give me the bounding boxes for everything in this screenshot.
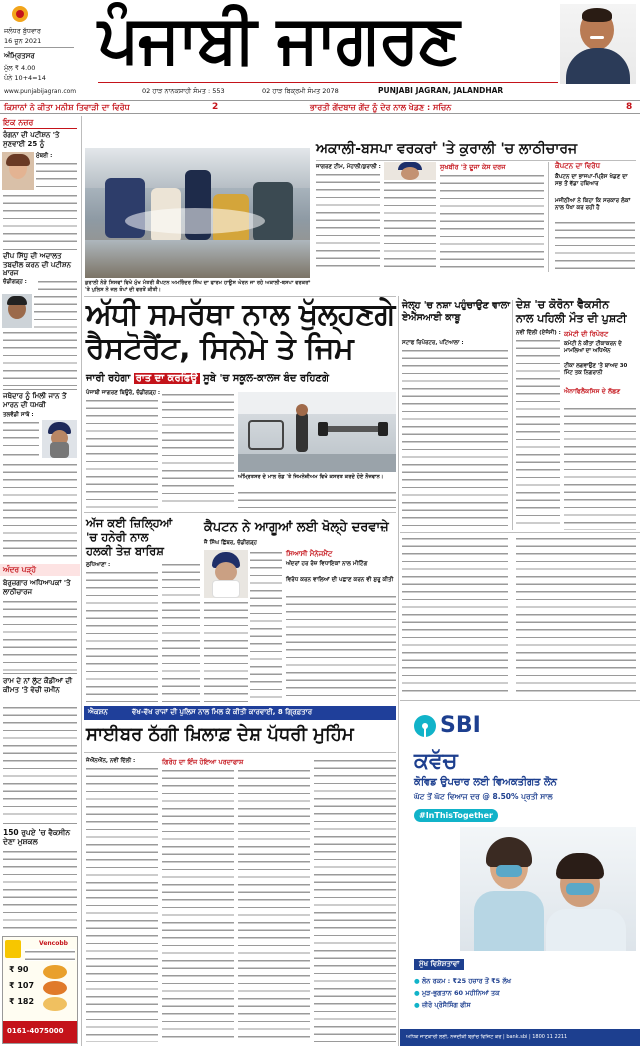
sbi-ad[interactable]	[400, 700, 640, 1046]
jagran-logo	[6, 5, 34, 23]
deep-sidhu-photo	[2, 294, 32, 328]
main-subhead	[86, 372, 398, 385]
sidebar-item-title[interactable]: ਰੰਗਨਾ ਦੀ ਪਟੀਸ਼ਨ 'ਤੇ ਸੁਣਵਾਈ 25 ਨੂੰ	[3, 131, 60, 148]
rain-title-line: ਹਲਕੀ ਤੇਜ਼ ਬਾਰਿਸ਼	[86, 544, 164, 558]
vaccine-box-head: ਕਮੇਟੀ ਦੀ ਰਿਪੋਰਟ	[564, 330, 609, 338]
inner-item[interactable]: ਬੇਰੁਜ਼ਗਾਰ ਅਧਿਆਪਕਾਂ 'ਤੇ ਲਾਠੀਚਾਰਜ	[3, 579, 71, 596]
lead-photo	[85, 148, 310, 278]
inner-item[interactable]: ਰਾਮ ਦੇ ਨਾਂ ਲੁੱਟ ਕੌਡੀਆਂ ਦੀ ਕੀਮਤ 'ਤੇ ਵੇਚੀ ਜ਼ਮੀਨ	[3, 677, 73, 694]
vaccine-title-2[interactable]: ਨਾਲ ਪਹਿਲੀ ਮੌਤ ਦੀ ਪੁਸ਼ਟੀ	[516, 312, 627, 325]
main-byline: ਪੰਜਾਬੀ ਜਾਗਰਣ ਬਿਊਰੋ, ਚੰਡੀਗੜ੍ਹ :	[86, 390, 161, 396]
lead-photo-caption: ਕੁਰਾਲੀ ਨੇੜੇ ਸਿਸਵਾਂ ਵਿਖੇ ਮੁੱਖ ਮੰਤਰੀ ਕੈਪਟਨ ਅਮਰਿੰਦਰ ਸਿੰਘ ਦਾ ਫਾਰਮ ਹਾਊਸ ਘੇਰਨ ਜਾ ਰਹੇ ਅਕਾਲੀ-ਬਸਪਾ ਵਰਕਰਾਂ 'ਤੇ ਪੁਲਿਸ ਨੇ ਜਲ ਤੋਪਾਂ ਦੀ ਵਰਤੋਂ ਕੀਤੀ।	[85, 280, 310, 293]
newspaper-title: ਪੰਜਾਬੀ ਜਾਗਰਣ	[98, 1, 459, 79]
vencobb-ad[interactable]	[2, 936, 78, 1044]
sbi-feature-item: ● ਲੋਨ ਰਕਮ : ₹25 ਹਜ਼ਾਰ ਤੋਂ ₹5 ਲੱਖ	[414, 977, 511, 985]
jail-byline: ਸਟਾਫ ਰਿਪੋਰਟਰ, ਪਟਿਆਲਾ :	[402, 340, 464, 346]
cyber-byline: ਜੇਐੱਨਐੱਨ, ਨਵੀਂ ਦਿੱਲੀ :	[86, 758, 136, 764]
sidebar-place: ਮੁੰਬਈ :	[36, 153, 53, 159]
cyber-kicker: ਵੱਖ-ਵੱਖ ਰਾਜਾਂ ਦੀ ਪੁਲਿਸ ਨਾਲ ਮਿਲ ਕੇ ਕੀਤੀ ਕਾਰਵਾਈ, 8 ਗ੍ਰਿਫ਼ਤਾਰ	[132, 708, 313, 716]
jail-title[interactable]: ਜੇਲ੍ਹ 'ਚ ਨਸ਼ਾ ਪਹੁੰਚਾਉਣ ਵਾਲਾ ਏਐੱਸਆਈ ਕਾਬੂ	[402, 300, 510, 323]
sbi-hashtag: #InThisTogether	[414, 809, 498, 822]
sukhbir-case-head[interactable]: ਸੁਖਬੀਰ 'ਤੇ ਦੂਜਾ ਕੇਸ ਦਰਜ	[440, 163, 506, 171]
issue-day: ਜਲੰਧਰ ਬੁੱਧਵਾਰ	[4, 27, 41, 35]
sbi-logo-icon	[414, 715, 436, 737]
sbi-family-photo	[460, 827, 636, 951]
ad-phone[interactable]: 0161-4075000	[7, 1027, 64, 1035]
vaccine-title-1[interactable]: ਦੇਸ਼ 'ਚ ਕੋਰੋਨਾ ਵੈਕਸੀਨ	[516, 298, 610, 311]
sbi-features-head: ਮੁੱਖ ਵਿਸ਼ੇਸ਼ਤਾਵਾਂ	[414, 959, 464, 970]
political-box-head: ਸਿਆਸੀ ਮੈਨੇਜਮੈਂਟ	[286, 550, 333, 558]
masthead	[0, 0, 640, 102]
lead-byline: ਜਾਗਰਣ ਟੀਮ, ਮੋਹਾਲੀ/ਕੁਰਾਲੀ :	[316, 164, 381, 170]
sbi-feature-item: ● ਮੁੜ-ਭੁਗਤਾਨ 60 ਮਹੀਨਿਆਂ ਤਕ	[414, 989, 500, 997]
cyber-kicker-bar	[84, 706, 396, 720]
inner-head: ਅੰਦਰ ਪੜ੍ਹੋ	[3, 565, 37, 574]
sidebar-item-title[interactable]: ਦੀਪ ਸਿੱਧੂ ਦੀ ਅਦਾਲਤ ਤਬਦੀਲ ਕਰਨ ਦੀ ਪਟੀਸ਼ਨ ਖ਼ਾਰਜ	[3, 252, 72, 277]
rain-title[interactable]	[86, 516, 196, 558]
vaccine-byline: ਨਵੀਂ ਦਿੱਲੀ (ਏਜੰਸੀ) :	[516, 330, 561, 336]
captain-photo	[204, 550, 248, 598]
main-subhead-part: ਸੂਬੇ 'ਚ ਸਕੂਲ-ਕਾਲਜ ਬੰਦ ਰਹਿਣਗੇ	[199, 373, 329, 384]
sidebar-place: ਤਲਵੰਡੀ ਸਾਬੋ :	[3, 412, 34, 418]
sbi-feature-item: ● ਜ਼ੀਰੋ ਪ੍ਰੋਸੈਸਿੰਗ ਫੀਸ	[414, 1001, 471, 1009]
sbi-kavach-title: ਕਵੱਚ	[414, 749, 458, 774]
sukhbir-photo	[384, 162, 436, 180]
kangana-photo	[2, 152, 34, 190]
main-subhead-highlight: ਰਾਤ ਦਾ ਕਰਫਿਊ	[135, 373, 198, 384]
issue-date: 16 ਜੂਨ 2021	[4, 37, 42, 45]
captain-doors-byline: ਜੈ ਸਿੰਘ ਛਿੱਬਰ, ਚੰਡੀਗੜ੍ਹ	[204, 540, 257, 546]
cyber-subhead: ਗਿਰੋਹ ਦਾ ਇੰਜ ਹੋਇਆ ਪਰਦਾਫਾਸ਼	[162, 758, 244, 766]
sachin-photo	[560, 4, 636, 84]
lead-kicker[interactable]: ਅਕਾਲੀ-ਬਸਪਾ ਵਰਕਰਾਂ 'ਤੇ ਕੁਰਾਲੀ 'ਚ ਲਾਠੀਚਾਰਜ	[316, 141, 578, 157]
political-box-item: ਵਿਰੋਧ ਕਰਨ ਵਾਲਿਆਂ ਦੀ ਪਛਾਣ ਕਰਨ ਵੀ ਸ਼ੁਰੂ ਕੀਤੀ	[286, 577, 394, 583]
sidebar-item-title[interactable]: ਜਥੇਦਾਰ ਨੂੰ ਮਿਲੀ ਜਾਨ ਤੋਂ ਮਾਰਨ ਦੀ ਧਮਕੀ	[3, 392, 67, 409]
strip-left-text[interactable]: ਕਿਸਾਨਾਂ ਨੇ ਕੀਤਾ ਮਨੀਸ਼ ਤਿਵਾੜੀ ਦਾ ਵਿਰੋਧ	[4, 103, 130, 112]
main-subhead-part: ਜਾਰੀ ਰਹੇਗਾ	[86, 373, 134, 384]
ad-price-2: ₹ 107	[9, 981, 35, 990]
captain-box-item: ਕੈਪਟਨ ਦਾ ਭਾਜਪਾ-ਪ੍ਰਿੰਸ ਖੇਡਣ ਦਾ ਸਭ ਤੋਂ ਵੱਡਾ ਹਥਿਆਰ	[555, 174, 628, 188]
inner-item[interactable]: 150 ਰੁਪਏ 'ਚ ਵੈਕਸੀਨ ਦੇਣਾ ਮੁਸ਼ਕਲ	[3, 828, 71, 846]
gym-photo	[238, 392, 396, 472]
rain-title-line: ਅੱਜ ਕਈ ਜ਼ਿਲ੍ਹਿਆਂ	[86, 516, 173, 530]
samvat-bikrami: 02 ਹਾੜ ਬਿਕ੍ਰਮੀ ਸੰਮਤ 2078	[262, 87, 339, 95]
political-box-item: ਅੰਦਰਾਂ ਹਰ ਰੋਜ਼ ਵਿਧਾਇਕਾਂ ਨਾਲ ਮੀਟਿੰਗ	[286, 561, 368, 567]
strip-left-page: 2	[212, 102, 219, 112]
vaccine-box-item: ਕਮੇਟੀ ਨੇ ਕੀਤਾ ਟੀਕਾਕਰਨ ਦੇ ਮਾਮਲਿਆਂ ਦਾ ਅਧਿਐਨ	[564, 341, 622, 354]
sbi-feature-text: ਮੁੜ-ਭੁਗਤਾਨ 60 ਮਹੀਨਿਆਂ ਤਕ	[421, 989, 500, 997]
jathedar-photo	[42, 420, 77, 458]
political-box	[286, 550, 396, 702]
vaccine-box-head2: ਐਨਾਫਿਲੈਕਸਿਸ ਦੇ ਲੱਛਣ	[564, 388, 621, 395]
vencobb-brand: Vencobb	[39, 940, 68, 947]
price: ਮੁੱਲ ₹ 4.00	[4, 64, 36, 72]
captain-doors-title[interactable]: ਕੈਪਟਨ ਨੇ ਆਗੂਆਂ ਲਈ ਖੋਲ੍ਹੇ ਦਰਵਾਜ਼ੇ	[204, 520, 389, 535]
vaccine-report-box	[564, 330, 636, 530]
sbi-feature-text: ਜ਼ੀਰੋ ਪ੍ਰੋਸੈਸਿੰਗ ਫੀਸ	[421, 1001, 471, 1009]
sidebar-head: ਇਕ ਨਜ਼ਰ	[3, 118, 34, 127]
sbi-feature	[414, 975, 634, 1011]
sbi-footer[interactable]: ਅਧਿਕ ਜਾਣਕਾਰੀ ਲਈ, ਨਜ਼ਦੀਕੀ ਬ੍ਰਾਂਚ ਵਿਜ਼ਿਟ ਕਰੋ | bank.sbi | 1800 11 2211	[406, 1034, 568, 1040]
ad-price-3: ₹ 182	[9, 997, 35, 1006]
strip-right-text[interactable]: ਭਾਰਤੀ ਗੇਂਦਬਾਜ਼ ਗੇਂਦ ਨੂੰ ਦੇਰ ਨਾਲ ਖੇਡਣ : ਸਚਿਨ	[310, 103, 452, 112]
website[interactable]: www.punjabijagran.com	[4, 88, 77, 95]
samvat-nanakshahi: 02 ਹਾੜ ਨਾਨਕਸ਼ਾਹੀ ਸੰਮਤ : 553	[142, 87, 225, 95]
captain-box-item: ਮਜੀਠੀਆ ਨੇ ਕਿਹਾ ਕਿ ਸਰਕਾਰ ਲੋਕਾਂ ਨਾਲ ਧੋਖਾ ਕਰ ਰਹੀ ਹੈ	[555, 198, 631, 212]
gym-photo-caption: ਅੰਮ੍ਰਿਤਸਰ ਦੇ ਮਾਲ ਰੋਡ 'ਤੇ ਜਿਮਨੇਜ਼ੀਅਮ ਵਿਖੇ ਕਸਰਤ ਕਰਦੇ ਹੋਏ ਨੌਜਵਾਨ।	[238, 474, 384, 480]
rain-byline: ਲੁਧਿਆਣਾ :	[86, 562, 111, 568]
ad-price-1: ₹ 90	[9, 965, 29, 974]
sbi-line-1: ਕੋਵਿਡ ਉਪਚਾਰ ਲਈ ਵਿਅਕਤੀਗਤ ਲੋਨ	[414, 777, 557, 788]
edition: ਅੰਮ੍ਰਿਤਸਰ	[4, 52, 35, 60]
main-headline-2[interactable]: ਰੈਸਟੋਰੈਂਟ, ਸਿਨੇਮੇ ਤੇ ਜਿਮ	[86, 331, 354, 366]
top-strip	[0, 100, 640, 114]
page-count: ਪੰਨੇ 10+4=14	[4, 74, 46, 82]
publisher-name: PUNJABI JAGRAN, JALANDHAR	[378, 86, 504, 95]
captain-box-head: ਕੈਪਟਨ ਦਾ ਵਿਰੋਧ	[555, 162, 601, 170]
cyber-tag: ਐਕਸ਼ਨ	[88, 708, 108, 716]
cyber-headline[interactable]: ਸਾਈਬਰ ਠੱਗੀ ਖ਼ਿਲਾਫ਼ ਦੇਸ਼ ਪੱਧਰੀ ਮੁਹਿੰਮ	[86, 724, 354, 745]
sidebar-place: ਚੰਡੀਗੜ੍ਹ :	[3, 279, 27, 285]
sbi-logo-text: SBI	[440, 713, 481, 738]
sidebar	[0, 116, 80, 1046]
rain-title-line: 'ਚ ਹਨੇਰੀ ਨਾਲ	[86, 530, 149, 544]
vaccine-box-item: ਟੀਕਾ ਲਗਵਾਉਣ 'ਤੇ ਬਾਅਦ 30 ਮਿੰਟ ਤਕ ਨਿਗਰਾਨੀ	[564, 363, 628, 376]
sbi-line-2: ਘੱਟ ਤੋਂ ਘੱਟ ਵਿਆਜ ਦਰ @ 8.50% ਪ੍ਰਤੀ ਸਾਲ	[414, 792, 553, 801]
sbi-feature-text: ਲੋਨ ਰਕਮ : ₹25 ਹਜ਼ਾਰ ਤੋਂ ₹5 ਲੱਖ	[421, 977, 511, 985]
strip-right-page: 8	[626, 102, 633, 112]
main-headline-1[interactable]: ਅੱਧੀ ਸਮਰੱਥਾ ਨਾਲ ਖੁੱਲ੍ਹਣਗੇ	[86, 297, 395, 332]
captain-box	[548, 162, 636, 272]
